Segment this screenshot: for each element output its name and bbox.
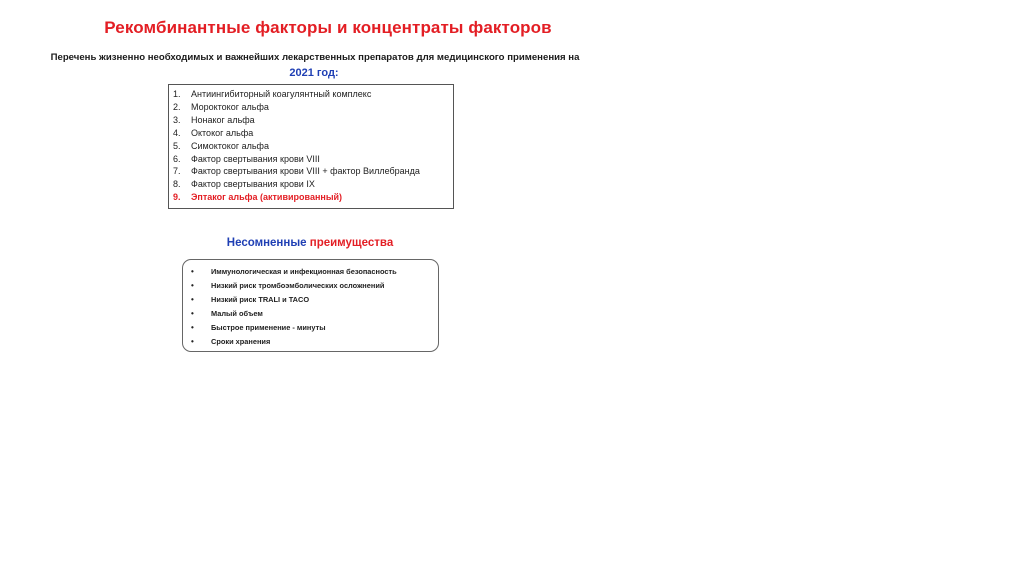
list-item xyxy=(173,153,453,166)
list-item-highlighted xyxy=(173,191,453,204)
advantage-label: Сроки хранения xyxy=(211,337,271,347)
bullet-icon: • xyxy=(191,337,194,347)
list-item xyxy=(173,88,453,101)
advantage-label: Быстрое применение - минуты xyxy=(211,323,326,333)
list-item-label: Фактор свертывания крови VIII + фактор Виллебранда xyxy=(191,166,420,177)
list-item-label: Антиингибиторный коагулянтный комплекс xyxy=(191,89,372,99)
bullet-icon: • xyxy=(191,295,194,305)
list-item-label: Нонаког альфа xyxy=(191,114,255,125)
list-item xyxy=(191,293,438,307)
list-item-label: Мороктоког альфа xyxy=(191,101,269,112)
list-item xyxy=(191,265,438,279)
list-item-number: 8. xyxy=(173,179,181,190)
list-item-label: Эптаког альфа (активированный) xyxy=(191,192,343,203)
list-item xyxy=(173,114,453,127)
list-item-number: 7. xyxy=(173,166,181,177)
list-item xyxy=(173,165,453,178)
list-item-label: Октоког альфа xyxy=(191,127,254,138)
advantage-label: Низкий риск тромбоэмболических осложнений xyxy=(211,281,385,291)
list-item-number: 1. xyxy=(173,89,181,99)
list-item-number: 5. xyxy=(173,140,181,151)
list-item-label: Симоктоког альфа xyxy=(191,140,269,151)
page-title: Рекомбинантные факторы и концентраты факторов xyxy=(104,18,552,37)
advantage-label: Низкий риск TRALI и TACO xyxy=(211,295,310,305)
drug-list-box xyxy=(168,84,454,209)
list-item xyxy=(191,279,438,293)
advantage-label: Иммунологическая и инфекционная безопасность xyxy=(211,267,397,276)
list-item xyxy=(173,127,453,140)
list-item-number: 9. xyxy=(173,192,181,203)
list-item-label: Фактор свертывания крови VIII xyxy=(191,153,320,164)
list-item-number: 2. xyxy=(173,101,181,112)
advantages-title-part1: Несомненные xyxy=(226,237,307,249)
bullet-icon: • xyxy=(191,309,194,319)
list-item-number: 6. xyxy=(173,153,181,164)
list-item xyxy=(191,321,438,335)
advantages-title-part2: преимущества xyxy=(309,237,394,249)
list-item xyxy=(173,140,453,153)
bullet-icon: • xyxy=(191,281,194,291)
list-year: 2021 год: xyxy=(289,67,339,79)
bullet-icon: • xyxy=(191,267,194,276)
advantages-title xyxy=(0,237,620,249)
list-subtitle: Перечень жизненно необходимых и важнейших лекарственных препаратов для медицинского применения на xyxy=(50,52,580,63)
list-item-number: 3. xyxy=(173,114,181,125)
list-item xyxy=(191,307,438,321)
advantages-box xyxy=(182,259,439,352)
list-item xyxy=(173,178,453,191)
list-item-number: 4. xyxy=(173,127,181,138)
list-item xyxy=(173,101,453,114)
bullet-icon: • xyxy=(191,323,194,333)
list-item xyxy=(191,335,438,349)
list-item-label: Фактор свертывания крови IX xyxy=(191,179,315,190)
advantage-label: Малый объем xyxy=(211,309,263,319)
